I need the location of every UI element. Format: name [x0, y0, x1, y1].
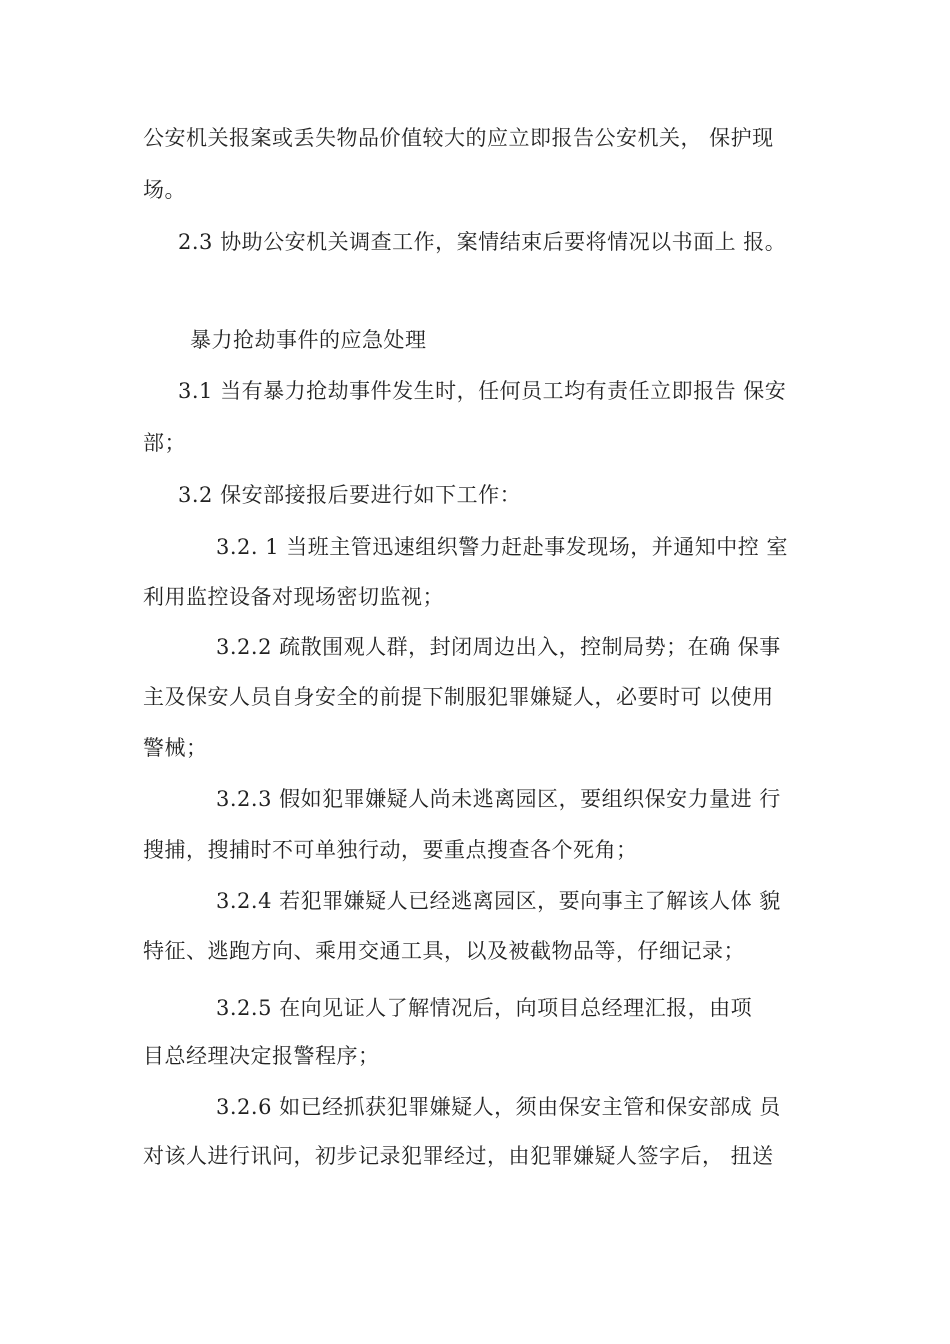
paragraph-3-2-3: 3.2.3 假如犯罪嫌疑人尚未逃离园区，要组织保安力量进 行 [216, 787, 781, 811]
text-line: 特征、逃跑方向、乘用交通工具，以及被截物品等，仔细记录； [143, 939, 745, 963]
paragraph-3-2-1: 3.2. 1 当班主管迅速组织警力赶赴事发现场，并通知中控 室 [216, 535, 788, 559]
text-line: 目总经理决定报警程序； [143, 1044, 380, 1068]
paragraph-3-2-5: 3.2.5 在向见证人了解情况后，向项目总经理汇报，由项 [216, 996, 753, 1020]
paragraph-3-2: 3.2 保安部接报后要进行如下工作： [178, 483, 522, 507]
text-line: 利用监控设备对现场密切监视； [143, 585, 444, 609]
text-line: 警械； [143, 736, 208, 760]
paragraph-3-2-6: 3.2.6 如已经抓获犯罪嫌疑人，须由保安主管和保安部成 员 [216, 1095, 781, 1119]
text-line: 对该人进行讯问，初步记录犯罪经过，由犯罪嫌疑人签字后， 扭送 [143, 1144, 774, 1168]
paragraph-2-3: 2.3 协助公安机关调查工作，案情结束后要将情况以书面上 报。 [178, 230, 787, 254]
text-line: 场。 [143, 178, 186, 202]
paragraph-3-1: 3.1 当有暴力抢劫事件发生时，任何员工均有责任立即报告 保安 [178, 379, 787, 403]
paragraph-3-2-2: 3.2.2 疏散围观人群，封闭周边出入，控制局势；在确 保事 [216, 635, 781, 659]
text-line: 搜捕，搜捕时不可单独行动，要重点搜查各个死角； [143, 838, 638, 862]
section-heading: 暴力抢劫事件的应急处理 [190, 328, 427, 352]
text-line: 部； [143, 431, 186, 455]
text-line: 主及保安人员自身安全的前提下制服犯罪嫌疑人，必要时可 以使用 [143, 685, 774, 709]
text-line: 公安机关报案或丢失物品价值较大的应立即报告公安机关， 保护现 [143, 126, 774, 150]
paragraph-3-2-4: 3.2.4 若犯罪嫌疑人已经逃离园区，要向事主了解该人体 貌 [216, 889, 781, 913]
